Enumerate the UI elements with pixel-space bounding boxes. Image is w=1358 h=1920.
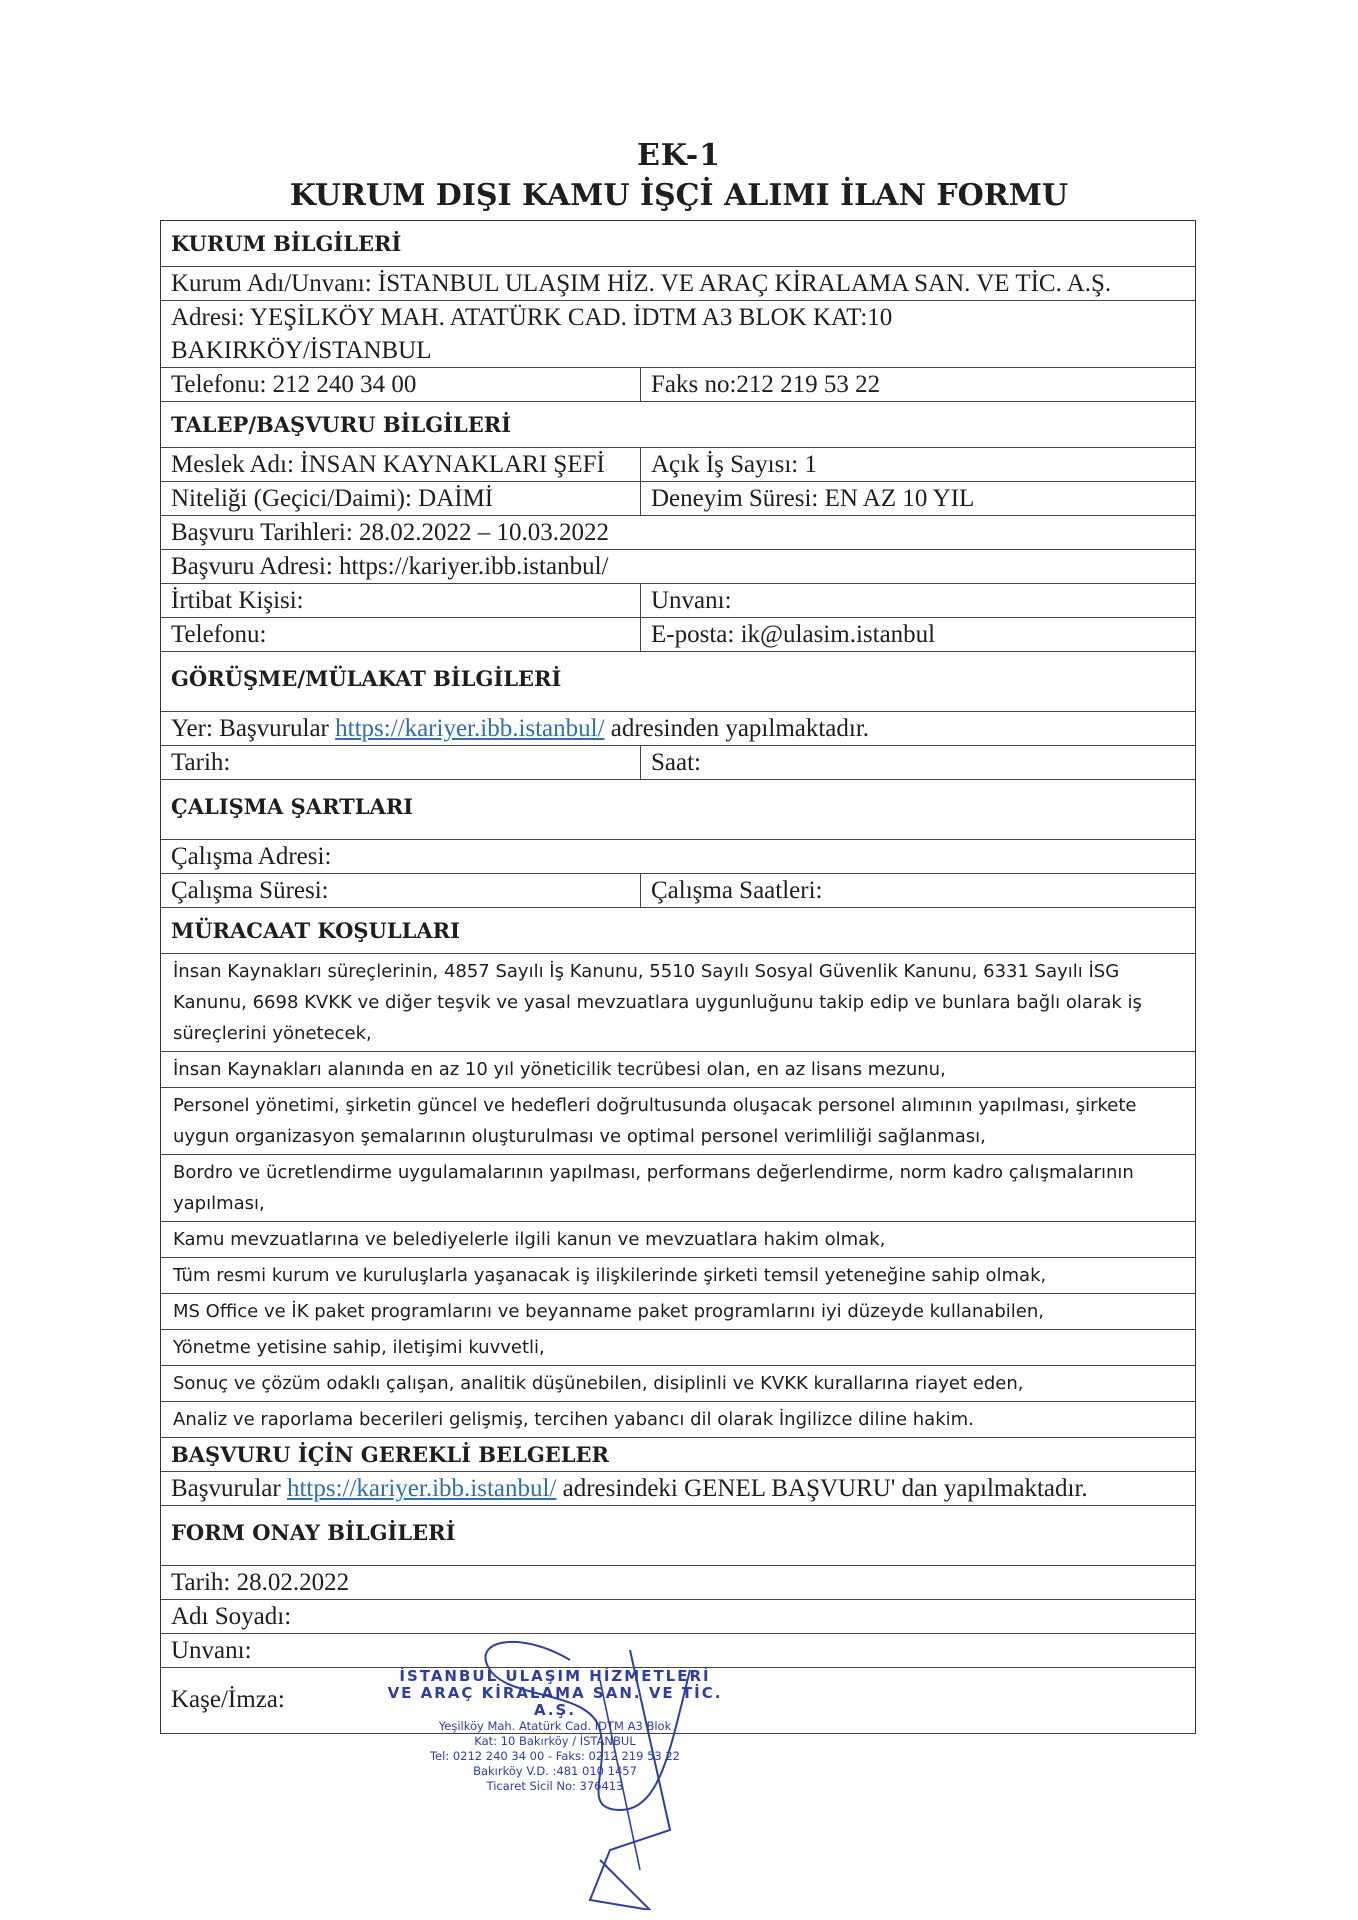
institution-address xyxy=(161,301,1195,368)
application-dates: Başvuru Tarihleri: 28.02.2022 – 10.03.2022 xyxy=(161,516,1195,550)
approval-stamp-signature: Kaşe/İmza: xyxy=(161,1668,1195,1734)
stamp-line-5: Tel: 0212 240 34 00 - Faks: 0212 219 53 22 xyxy=(429,1749,681,1763)
work-hours: Çalışma Saatleri: xyxy=(651,877,823,904)
application-address: Başvuru Adresi: https://kariyer.ibb.istanbul/ xyxy=(161,550,1195,584)
requirement-item: Sonuç ve çözüm odaklı çalışan, analitik düşünebilen, disiplinli ve KVKK kurallarına riayet eden, xyxy=(161,1366,1195,1402)
profession: Meslek Adı: İNSAN KAYNAKLARI ŞEFİ xyxy=(161,448,641,481)
work-duration: Çalışma Süresi: xyxy=(161,874,641,907)
stamp-line-4: Kat: 10 Bakırköy / İSTANBUL xyxy=(474,1734,636,1748)
requirement-item: MS Office ve İK paket programlarını ve beyanname paket programlarını iyi düzeyde kullanabilen, xyxy=(161,1294,1195,1330)
contact-phone: Telefonu: xyxy=(161,618,641,651)
section-onay: FORM ONAY BİLGİLERİ xyxy=(161,1506,1195,1566)
stamp-line-1: İSTANBUL ULAŞIM HİZMETLERİ xyxy=(399,1667,711,1685)
application-form xyxy=(160,220,1196,1734)
nature-row xyxy=(161,482,1195,516)
address-line-1: Adresi: YEŞİLKÖY MAH. ATATÜRK CAD. İDTM A3 BLOK KAT:10 xyxy=(171,304,893,331)
interview-datetime-row xyxy=(161,746,1195,780)
interview-time: Saat: xyxy=(651,749,701,776)
address-line-2: BAKIRKÖY/İSTANBUL xyxy=(171,337,432,364)
required-documents xyxy=(161,1472,1195,1506)
requirement-item: Analiz ve raporlama becerileri gelişmiş, tercihen yabancı dil olarak İngilizce diline hakim. xyxy=(161,1402,1195,1438)
approval-name: Adı Soyadı: xyxy=(161,1600,1195,1634)
documents-suffix: adresindeki GENEL BAŞVURU' dan yapılmaktadır. xyxy=(556,1475,1088,1502)
interview-date: Tarih: xyxy=(161,746,641,779)
interview-place-prefix: Yer: Başvurular xyxy=(171,715,336,742)
form-title: KURUM DIŞI KAMU İŞÇİ ALIMI İLAN FORMU xyxy=(289,178,1069,213)
job-nature: Niteliği (Geçici/Daimi): DAİMİ xyxy=(161,482,641,515)
stamp-line-2: VE ARAÇ KİRALAMA SAN. VE TİC. A.Ş. xyxy=(387,1684,723,1719)
requirement-item: Tüm resmi kurum ve kuruluşlarla yaşanacak iş ilişkilerinde şirketi temsil yeteneğine sahip olmak, xyxy=(161,1258,1195,1294)
section-gorusme: GÖRÜŞME/MÜLAKAT BİLGİLERİ xyxy=(161,652,1195,712)
documents-link[interactable]: https://kariyer.ibb.istanbul/ xyxy=(286,1475,557,1502)
requirement-item: İnsan Kaynakları süreçlerinin, 4857 Sayılı İş Kanunu, 5510 Sayılı Sosyal Güvenlik Kanunu, 6331 Sayılı İSG Kanunu, 6698 KVKK ve diğer teşvik ve yasal mevzuatlara uygunluğunu takip edip ve bunlara bağlı olarak iş süreçlerini yönetecek, xyxy=(161,954,1195,1052)
requirement-item: Personel yönetimi, şirketin güncel ve hedefleri doğrultusunda oluşacak personel alımının yapılması, şirkete uygun organizasyon şemalarının oluşturulması ve optimal personel verimliliği sağlanması, xyxy=(161,1088,1195,1155)
institution-phone: Telefonu: 212 240 34 00 xyxy=(161,368,641,401)
approval-date: Tarih: 28.02.2022 xyxy=(161,1566,1195,1600)
interview-link[interactable]: https://kariyer.ibb.istanbul/ xyxy=(335,715,605,742)
stamp-line-3: Yeşilköy Mah. Atatürk Cad. İDTM A3 Blok xyxy=(438,1719,672,1733)
experience: Deneyim Süresi: EN AZ 10 YIL xyxy=(651,485,975,512)
requirement-item: Kamu mevzuatlarına ve belediyelerle ilgili kanun ve mevzuatlara hakim olmak, xyxy=(161,1222,1195,1258)
stamp-line-6: Bakırköy V.D. :481 010 1457 xyxy=(473,1764,637,1778)
documents-prefix: Başvurular xyxy=(171,1475,287,1502)
contact-email: E-posta: ik@ulasim.istanbul xyxy=(651,621,936,648)
openings: Açık İş Sayısı: 1 xyxy=(651,451,817,478)
requirement-item: Bordro ve ücretlendirme uygulamalarının yapılması, performans değerlendirme, norm kadro çalışmalarının yapılması, xyxy=(161,1155,1195,1222)
institution-name: Kurum Adı/Unvanı: İSTANBUL ULAŞIM HİZ. VE ARAÇ KİRALAMA SAN. VE TİC. A.Ş. xyxy=(161,267,1195,301)
institution-fax: Faks no:212 219 53 22 xyxy=(651,371,881,398)
contact-person: İrtibat Kişisi: xyxy=(161,584,641,617)
interview-place xyxy=(161,712,1195,746)
contact-title: Unvanı: xyxy=(651,587,732,614)
contact-phone-row xyxy=(161,618,1195,652)
section-talep: TALEP/BAŞVURU BİLGİLERİ xyxy=(161,402,1195,448)
contact-row xyxy=(161,584,1195,618)
interview-place-suffix: adresinden yapılmaktadır. xyxy=(604,715,870,742)
stamp-line-7: Ticaret Sicil No: 376413 xyxy=(486,1779,624,1793)
section-kurum: KURUM BİLGİLERİ xyxy=(161,221,1195,267)
requirement-item: İnsan Kaynakları alanında en az 10 yıl yöneticilik tecrübesi olan, en az lisans mezunu, xyxy=(161,1052,1195,1088)
phone-fax-row xyxy=(161,368,1195,402)
signature-icon xyxy=(370,1610,750,1910)
requirement-item: Yönetme yetisine sahip, iletişimi kuvvetli, xyxy=(161,1330,1195,1366)
profession-row xyxy=(161,448,1195,482)
section-muracaat: MÜRACAAT KOŞULLARI xyxy=(161,908,1195,954)
work-address: Çalışma Adresi: xyxy=(161,840,1195,874)
work-duration-row xyxy=(161,874,1195,908)
form-code: EK-1 xyxy=(636,138,722,173)
section-calisma: ÇALIŞMA ŞARTLARI xyxy=(161,780,1195,840)
approval-title: Unvanı: xyxy=(161,1634,1195,1668)
section-belgeler: BAŞVURU İÇİN GEREKLİ BELGELER xyxy=(161,1438,1195,1472)
